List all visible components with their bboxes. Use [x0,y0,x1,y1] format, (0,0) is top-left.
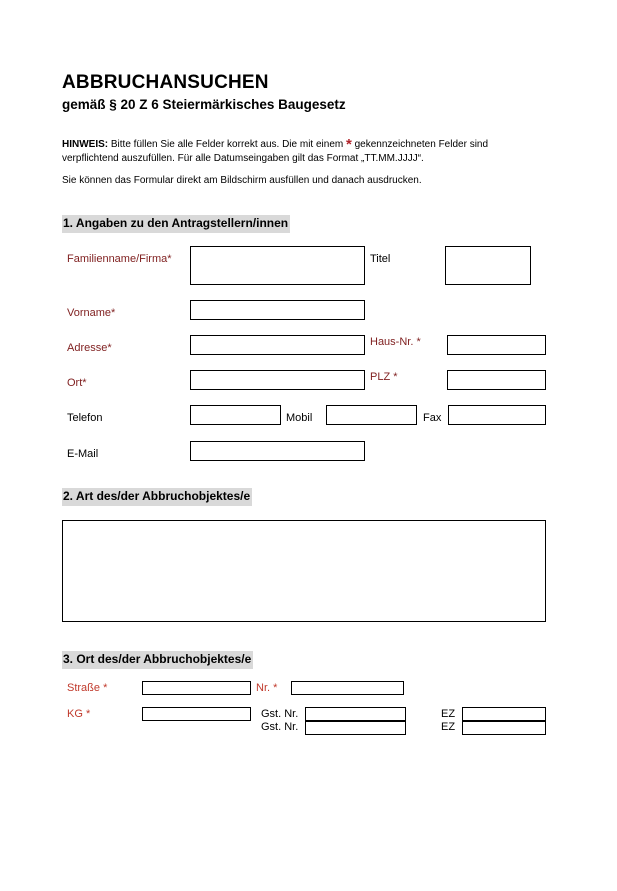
email-field[interactable] [190,441,365,461]
notice-line-3: Sie können das Formular direkt am Bildschirm ausfüllen und danach ausdrucken. [62,175,422,186]
label-email: E-Mail [67,448,99,460]
label-ez-2: EZ [441,721,456,733]
notice-line-2: verpflichtend auszufüllen. Für alle Datumseingaben gilt das Format „TT.MM.JJJJ“. [62,153,424,164]
label-plz: PLZ * [370,371,398,383]
hausnr-field[interactable] [447,335,546,355]
ort-field[interactable] [190,370,365,390]
gstnr-field-2[interactable] [305,721,406,735]
mobil-field[interactable] [326,405,417,425]
form-subtitle: gemäß § 20 Z 6 Steiermärkisches Baugesetz [62,97,346,112]
abbruchobjekt-art-field[interactable] [62,520,546,622]
titel-field[interactable] [445,246,531,285]
label-strasse: Straße * [67,682,108,694]
adresse-field[interactable] [190,335,365,355]
form-title: ABBRUCHANSUCHEN [62,72,269,93]
section-3-heading: 3. Ort des/der Abbruchobjektes/e [62,651,253,669]
section-1-heading: 1. Angaben zu den Antragstellern/innen [62,215,290,233]
label-gstnr-1: Gst. Nr. [261,708,299,720]
label-titel: Titel [370,253,391,265]
label-telefon: Telefon [67,412,103,424]
vorname-field[interactable] [190,300,365,320]
label-familienname: Familienname/Firma* [67,253,172,265]
strasse-field[interactable] [142,681,251,695]
notice-line-1 [62,136,488,152]
label-kg: KG * [67,708,91,720]
notice-text-1a: Bitte füllen Sie alle Felder korrekt aus. Die mit einem [108,139,346,150]
kg-field[interactable] [142,707,251,721]
required-star-icon: * [346,136,352,153]
telefon-field[interactable] [190,405,281,425]
fax-field[interactable] [448,405,546,425]
label-adresse: Adresse* [67,342,112,354]
notice-text-1b: gekennzeichneten Felder sind [351,139,489,150]
label-ort: Ort* [67,377,87,389]
label-ez-1: EZ [441,708,456,720]
plz-field[interactable] [447,370,546,390]
label-vorname: Vorname* [67,307,116,319]
label-hausnr: Haus-Nr. * [370,336,421,348]
ez-field-2[interactable] [462,721,546,735]
nr-field[interactable] [291,681,404,695]
ez-field-1[interactable] [462,707,546,721]
notice-label: HINWEIS: [62,139,109,150]
familienname-field[interactable] [190,246,365,285]
section-2-heading: 2. Art des/der Abbruchobjektes/e [62,488,252,506]
label-fax: Fax [423,412,442,424]
gstnr-field-1[interactable] [305,707,406,721]
label-mobil: Mobil [286,412,313,424]
label-nr: Nr. * [256,682,278,694]
label-gstnr-2: Gst. Nr. [261,721,299,733]
